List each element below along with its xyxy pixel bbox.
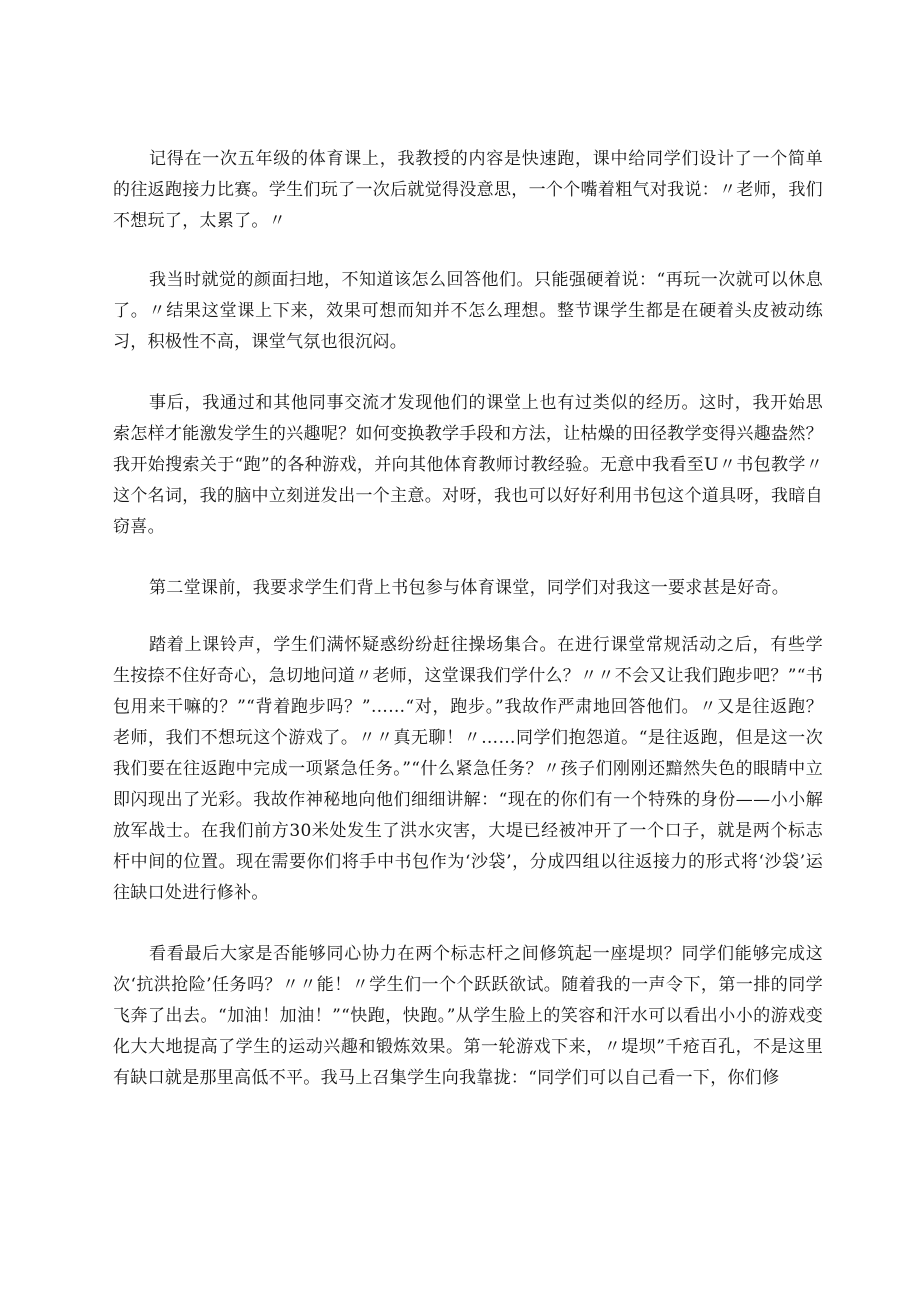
paragraph-3: 事后，我通过和其他同事交流才发现他们的课堂上也有过类似的经历。这时，我开始思索怎样才能激发学生的兴趣呢？如何变换教学手段和方法，让枯燥的田径教学变得兴趣盎然？我开始搜索关于“跑”的各种游戏，并向其他体育教师讨教经验。无意中我看至U〃书包教学〃这个名词，我的脑中立刻迸发出一个主意。对呀，我也可以好好利用书包这个道具呀，我暗自窃喜。 bbox=[113, 393, 823, 537]
paragraph-6: 看看最后大家是否能够同心协力在两个标志杆之间修筑起一座堤坝？同学们能够完成这次‘抗洪抢险’任务吗？〃〃能！〃学生们一个个跃跃欲试。随着我的一声令下，第一排的同学飞奔了出去。“加油！加油！”“快跑，快跑。”从学生脸上的笑容和汗水可以看出小小的游戏变化大大地提高了学生的运动兴趣和锻炼效果。第一轮游戏下来，〃堤坝”千疮百孔，不是这里有缺口就是那里高低不平。我马上召集学生向我靠拢：“同学们可以自己看一下，你们修 bbox=[113, 944, 823, 1088]
paragraph-1: 记得在一次五年级的体育课上，我教授的内容是快速跑，课中给同学们设计了一个简单的往返跑接力比赛。学生们玩了一次后就觉得没意思，一个个嘴着粗气对我说：〃老师，我们不想玩了，太累了。〃 bbox=[113, 149, 823, 231]
paragraph-5: 踏着上课铃声，学生们满怀疑惑纷纷赶往操场集合。在进行课堂常规活动之后，有些学生按捺不住好奇心，急切地问道〃老师，这堂课我们学什么？〃〃不会又让我们跑步吧？”“书包用来干嘛的？”“背着跑步吗？”……“对，跑步。”我故作严肃地回答他们。〃又是往返跑？老师，我们不想玩这个游戏了。〃〃真无聊！〃……同学们抱怨道。“是往返跑，但是这一次我们要在往返跑中完成一项紧急任务。”“什么紧急任务？〃孩子们刚刚还黯然失色的眼睛中立即闪现出了光彩。我故作神秘地向他们细细讲解：“现在的你们有一个特殊的身份——小小解放军战士。在我们前方30米处发生了洪水灾害，大堤已经被冲开了一个口子，就是两个标志杆中间的位置。现在需要你们将手中书包作为‘沙袋’，分成四组以往返接力的形式将‘沙袋’运往缺口处进行修补。 bbox=[113, 635, 823, 903]
document-body bbox=[113, 144, 823, 1124]
paragraph-4: 第二堂课前，我要求学生们背上书包参与体育课堂，同学们对我这一要求甚是好奇。 bbox=[149, 578, 790, 598]
paragraph-2: 我当时就觉的颜面扫地，不知道该怎么回答他们。只能强硬着说：“再玩一次就可以休息了。〃结果这堂课上下来，效果可想而知并不怎么理想。整节课学生都是在硬着头皮被动练习，积极性不高，课堂气氛也很沉闷。 bbox=[113, 270, 823, 352]
